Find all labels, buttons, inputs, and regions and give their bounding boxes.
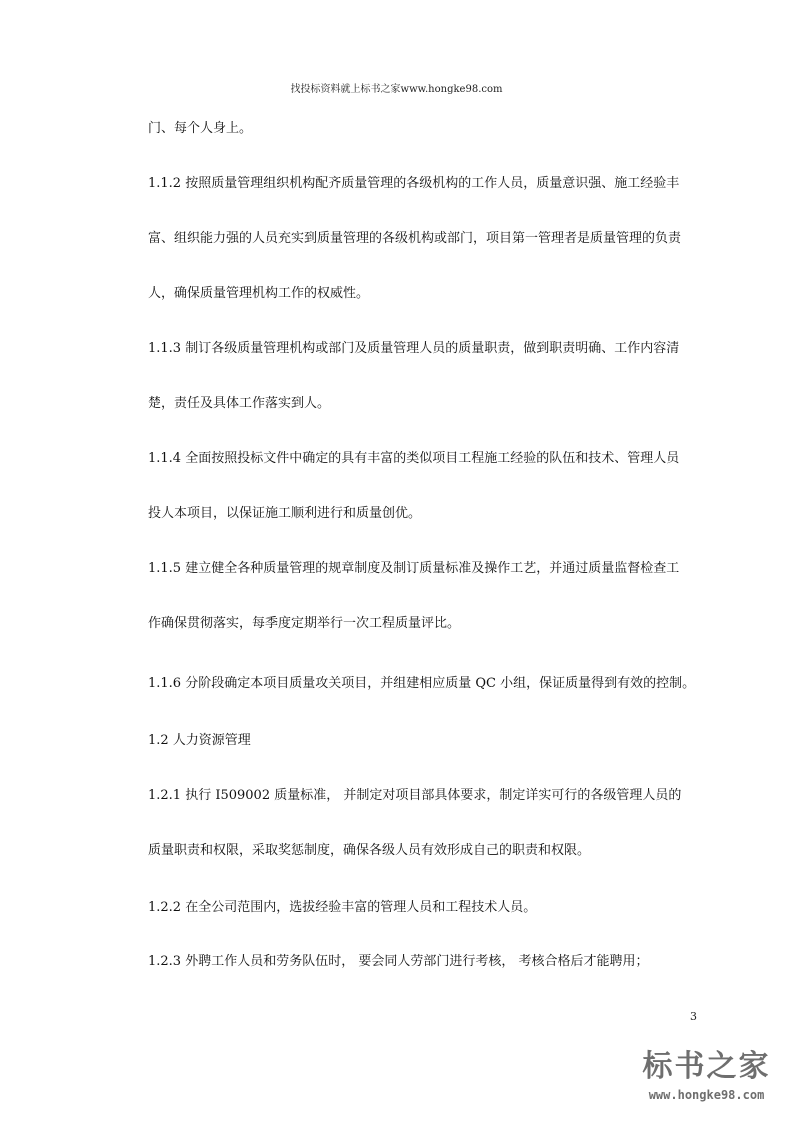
page-header: 找投标资料就上标书之家www.hongke98.com: [290, 84, 503, 95]
body-line: 投人本项目，以保证施工顺利进行和质量创优。: [148, 506, 422, 521]
body-line: 1.1.4 全面按照投标文件中确定的具有丰富的类似项目工程施工经验的队伍和技术、管理人员: [148, 451, 680, 466]
site-logo: [634, 1050, 779, 1110]
section-heading: 1.2 人力资源管理: [148, 733, 251, 748]
body-line: 人，确保质量管理机构工作的权威性。: [148, 286, 370, 301]
body-line: 1.2.1 执行 I509002 质量标准， 并制定对项目部具体要求，制定详实可行的各级管理人员的: [148, 788, 682, 803]
body-line: 门、每个人身上。: [148, 121, 253, 136]
body-line: 富、组织能力强的人员充实到质量管理的各级机构或部门，项目第一管理者是质量管理的负责: [148, 231, 682, 246]
body-line: 质量职责和权限，采取奖惩制度，确保各级人员有效形成自己的职责和权限。: [148, 843, 591, 858]
body-line: 1.1.6 分阶段确定本项目质量攻关项目，并组建相应质量 QC 小组，保证质量得到有效的控制。: [148, 676, 696, 691]
body-line: 1.2.2 在全公司范围内，选拔经验丰富的管理人员和工程技术人员。: [148, 900, 537, 915]
body-line: 1.1.3 制订各级质量管理机构或部门及质量管理人员的质量职责，做到职责明确、工作内容清: [148, 341, 680, 356]
body-line: 1.1.5 建立健全各种质量管理的规章制度及制订质量标准及操作工艺，并通过质量监督检查工: [148, 561, 680, 576]
page-number: 3: [690, 1010, 697, 1023]
body-line: 作确保贯彻落实，每季度定期举行一次工程质量评比。: [148, 616, 461, 631]
logo-url: www.hongke98.com: [648, 1088, 765, 1102]
body-line: 楚，责任及具体工作落实到人。: [148, 396, 331, 411]
logo-title: 标书之家: [642, 1049, 771, 1084]
body-line: 1.2.3 外聘工作人员和劳务队伍时， 要会同人劳部门进行考核， 考核合格后才能聘用；: [148, 954, 649, 969]
body-line: 1.1.2 按照质量管理组织机构配齐质量管理的各级机构的工作人员，质量意识强、施工经验丰: [148, 176, 680, 191]
